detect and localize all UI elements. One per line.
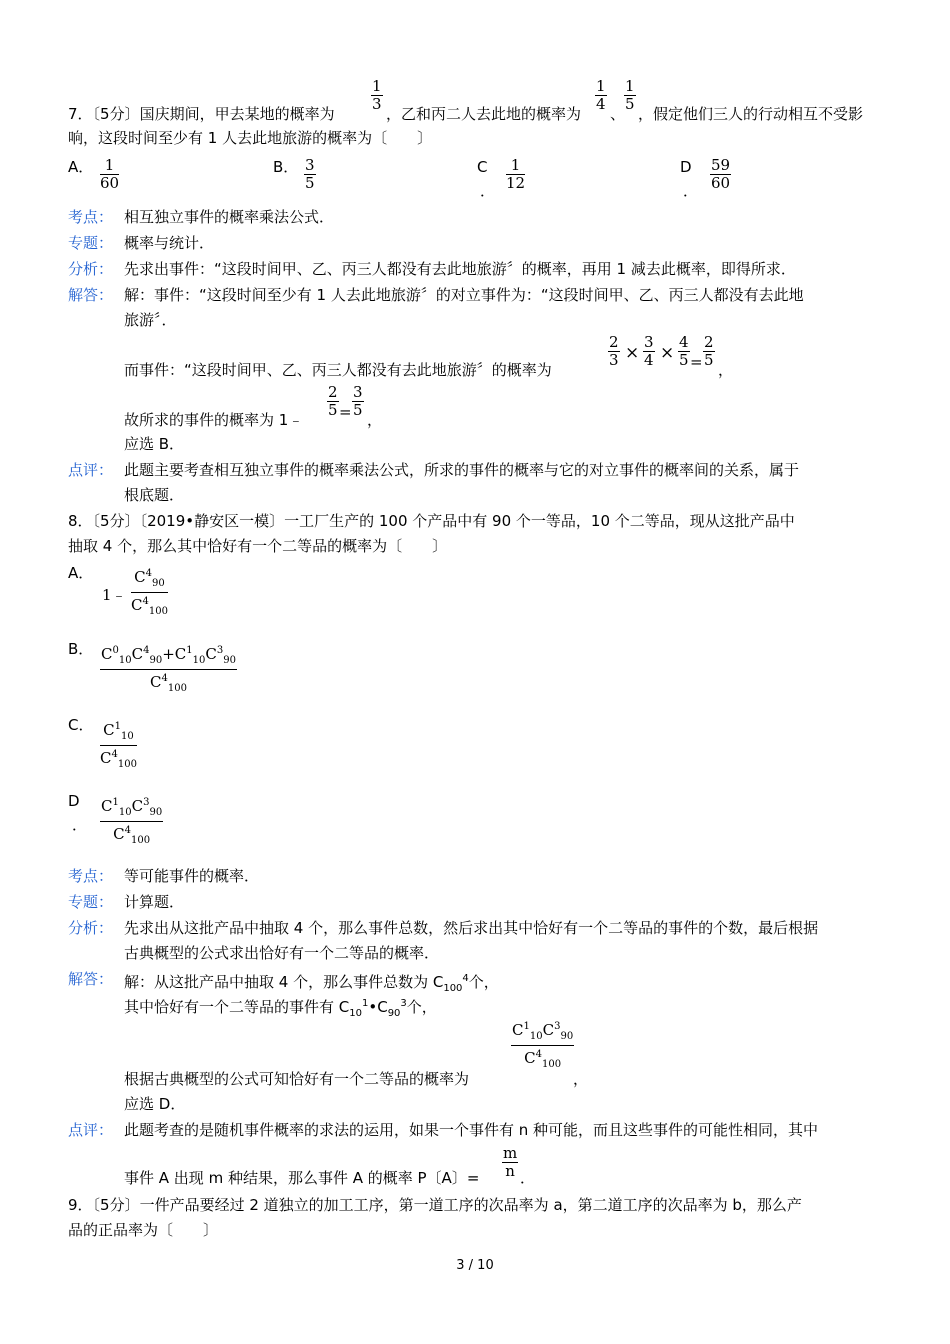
- q7-option-b-fraction: [304, 157, 316, 192]
- q8-jieda-line1: 解：从这批产品中抽取 4 个，那么事件总数为 $C_{100}^4$个，: [124, 973, 499, 994]
- q8-jieda-line3-end: ，: [573, 1070, 589, 1088]
- q9-stem-line1: 9．〔5分〕一件产品要经过 2 道独立的加工工序，第一道工序的次品率为 a，第二道工序的次品率为 b，那么产: [68, 1196, 802, 1214]
- q8-option-d-label: D: [68, 792, 80, 810]
- q8-option-d-dot: ．: [72, 816, 88, 834]
- q7-dianping-line1: 此题主要考查相互独立事件的概率乘法公式，所求的事件的概率与它的对立事件的概率间的关系，属于: [124, 461, 800, 479]
- q8-option-a-fraction: [131, 565, 168, 620]
- q7-kaodian-text: 相互独立事件的概率乘法公式．: [124, 208, 335, 226]
- q9-stem-line2: 品的正品率为〔 〕: [68, 1221, 219, 1239]
- numerator: 2: [609, 333, 619, 351]
- q7-option-d-label: D: [680, 158, 692, 176]
- denominator: 5: [353, 401, 363, 419]
- q7-fraction-p-jia: [371, 78, 383, 113]
- q8-fenxi-line1: 先求出从这批产品中抽取 4 个，那么事件总数，然后求出其中恰好有一个二等品的事件的个数，最后根据: [124, 919, 819, 937]
- q8-option-a-one-minus: 1﹣: [102, 586, 127, 604]
- q7-fenxi-text: 先求出事件：“这段时间甲、乙、丙三人都没有去此地旅游〞的概率，再用 1 减去此概率，即得所求．: [124, 260, 796, 278]
- q7-jieda-comma: ，: [718, 361, 734, 379]
- denominator: $C^4_{100}$: [524, 1049, 562, 1070]
- q7-prod-fraction-4: [703, 334, 715, 369]
- denominator: $C^4_{100}$: [113, 825, 151, 846]
- q8-jieda-line3: 根据古典概型的公式可知恰好有一个二等品的概率为: [124, 1070, 470, 1088]
- q8-fenxi-line2: 古典概型的公式求出恰好有一个二等品的概率．: [124, 944, 440, 962]
- q7-option-d-fraction: [710, 157, 731, 192]
- q8-option-d-fraction: [100, 794, 163, 849]
- q7-option-c-fraction: [506, 157, 525, 192]
- q7-res-comma: ，: [367, 411, 383, 429]
- numerator: 1: [625, 77, 635, 95]
- q7-stem-line2: 响，这段时间至少有 1 人去此地旅游的概率为〔 〕: [68, 129, 433, 147]
- q7-stem-line1-c: ，假定他们三人的行动相互不受影: [638, 105, 864, 123]
- denominator: $C^4_{100}$: [100, 749, 137, 770]
- denominator: 5: [704, 351, 714, 369]
- denominator: 60: [100, 174, 120, 192]
- denominator: 5: [679, 351, 689, 369]
- q7-jieda-line2: 旅游〞．: [124, 311, 177, 329]
- q7-stem-sep: 、: [610, 105, 626, 123]
- page-number: 3 / 10: [456, 1258, 494, 1273]
- denominator: 5: [625, 95, 635, 113]
- q8-zhuanti-text: 计算题．: [124, 893, 185, 911]
- q7-zhuanti-text: 概率与统计．: [124, 234, 215, 252]
- numerator: 1: [100, 157, 119, 175]
- q8-option-b-label: B．: [68, 640, 94, 658]
- q8-jieda-fraction: [511, 1018, 574, 1073]
- q7-dianping-label: 点评：: [68, 461, 114, 479]
- q7-jieda-line4: 故所求的事件的概率为 1﹣: [124, 411, 304, 429]
- denominator: n: [505, 1162, 515, 1180]
- q8-jieda-line4: 应选 D．: [124, 1095, 186, 1113]
- q7-prod-fraction-3: [678, 334, 690, 369]
- numerator: 59: [711, 156, 731, 174]
- numerator: 3: [644, 333, 654, 351]
- q8-jieda-line2: 其中恰好有一个二等品的事件有 $C_{10}^1•C_{90}^3$个，: [124, 998, 437, 1019]
- q7-prod-fraction-2: [643, 334, 655, 369]
- q8-option-c-fraction: [100, 718, 137, 773]
- numerator: $C^0_{10}C^4_{90}+C^1_{10}C^3_{90}$: [100, 642, 237, 670]
- denominator: $C^4_{100}$: [150, 673, 187, 694]
- q7-fenxi-label: 分析：: [68, 260, 114, 278]
- q7-jieda-label: 解答：: [68, 286, 114, 304]
- times-sign: ×: [625, 343, 640, 363]
- denominator: 60: [711, 174, 731, 192]
- numerator: 4: [679, 333, 689, 351]
- denominator: 4: [596, 95, 606, 113]
- q8-mn-fraction: [502, 1145, 518, 1180]
- q7-stem-line1-a: 7．〔5分〕国庆期间，甲去某地的概率为: [68, 105, 335, 123]
- q7-zhuanti-label: 专题：: [68, 234, 114, 252]
- numerator: $C^1_{10}C^3_{90}$: [511, 1018, 574, 1046]
- q7-option-a-label: A．: [68, 158, 94, 176]
- q7-jieda-line5: 应选 B．: [124, 435, 185, 453]
- denominator: 12: [506, 174, 526, 192]
- q7-option-d-dot: ．: [683, 182, 699, 200]
- q8-option-b-fraction: [100, 642, 237, 697]
- q8-kaodian-label: 考点：: [68, 867, 114, 885]
- q8-option-c-label: C．: [68, 716, 94, 734]
- q7-fraction-p-yi: [595, 78, 607, 113]
- q8-option-a-label: A．: [68, 564, 94, 582]
- numerator: 3: [305, 156, 315, 174]
- numerator: $C^1_{10}C^3_{90}$: [100, 794, 163, 822]
- denominator: 4: [644, 351, 654, 369]
- denominator: 3: [609, 351, 619, 369]
- q7-jieda-line3: 而事件：“这段时间甲、乙、丙三人都没有去此地旅游〞的概率为: [124, 361, 552, 379]
- denominator: 3: [372, 95, 382, 113]
- q7-prod-fraction-1: [608, 334, 620, 369]
- q8-stem-line2: 抽取 4 个，那么其中恰好有一个二等品的概率为〔 〕: [68, 537, 448, 555]
- denominator: $C^4_{100}$: [131, 596, 168, 617]
- q7-kaodian-label: 考点：: [68, 208, 114, 226]
- q8-jieda-label: 解答：: [68, 970, 114, 988]
- numerator: 1: [596, 77, 606, 95]
- q8-dianping-line2-end: ．: [520, 1169, 536, 1187]
- q7-dianping-line2: 根底题．: [124, 486, 185, 504]
- numerator: 3: [353, 383, 363, 401]
- q8-kaodian-text: 等可能事件的概率．: [124, 867, 260, 885]
- q7-res-fraction-2: [352, 384, 364, 419]
- q7-option-a-fraction: [100, 157, 119, 192]
- times-sign: ×: [660, 343, 675, 363]
- q8-stem-line1: 8．〔5分〕〔2019•静安区一模〕一工厂生产的 100 个产品中有 90 个一等品，10 个二等品，现从这批产品中: [68, 512, 795, 530]
- denominator: 5: [328, 401, 338, 419]
- q8-dianping-label: 点评：: [68, 1121, 114, 1139]
- numerator: 2: [328, 383, 338, 401]
- q8-dianping-line2: 事件 A 出现 m 种结果，那么事件 A 的概率 P〔A〕=: [124, 1169, 480, 1187]
- numerator: $C^1_{10}$: [100, 718, 137, 746]
- equals-sign: =: [690, 353, 703, 371]
- numerator: m: [503, 1144, 518, 1162]
- q7-jieda-line1: 解：事件：“这段时间至少有 1 人去此地旅游〞的对立事件为：“这段时间甲、乙、丙三人都没有去此地: [124, 286, 804, 304]
- q8-fenxi-label: 分析：: [68, 919, 114, 937]
- numerator: $C^4_{90}$: [131, 565, 168, 593]
- numerator: 2: [704, 333, 714, 351]
- equals-sign: =: [339, 403, 352, 421]
- q7-option-c-dot: ．: [480, 182, 496, 200]
- q8-dianping-line1: 此题考查的是随机事件概率的求法的运用，如果一个事件有 n 种可能，而且这些事件的可能性相同，其中: [124, 1121, 819, 1139]
- numerator: 1: [372, 77, 382, 95]
- q8-zhuanti-label: 专题：: [68, 893, 114, 911]
- q7-option-b-label: B．: [273, 158, 299, 176]
- q7-fraction-p-bing: [624, 78, 636, 113]
- q7-option-c-label: C: [477, 158, 488, 176]
- q7-res-fraction-1: [327, 384, 339, 419]
- numerator: 1: [506, 157, 525, 175]
- denominator: 5: [305, 174, 315, 192]
- q7-stem-line1-b: ，乙和丙二人去此地的概率为: [386, 105, 582, 123]
